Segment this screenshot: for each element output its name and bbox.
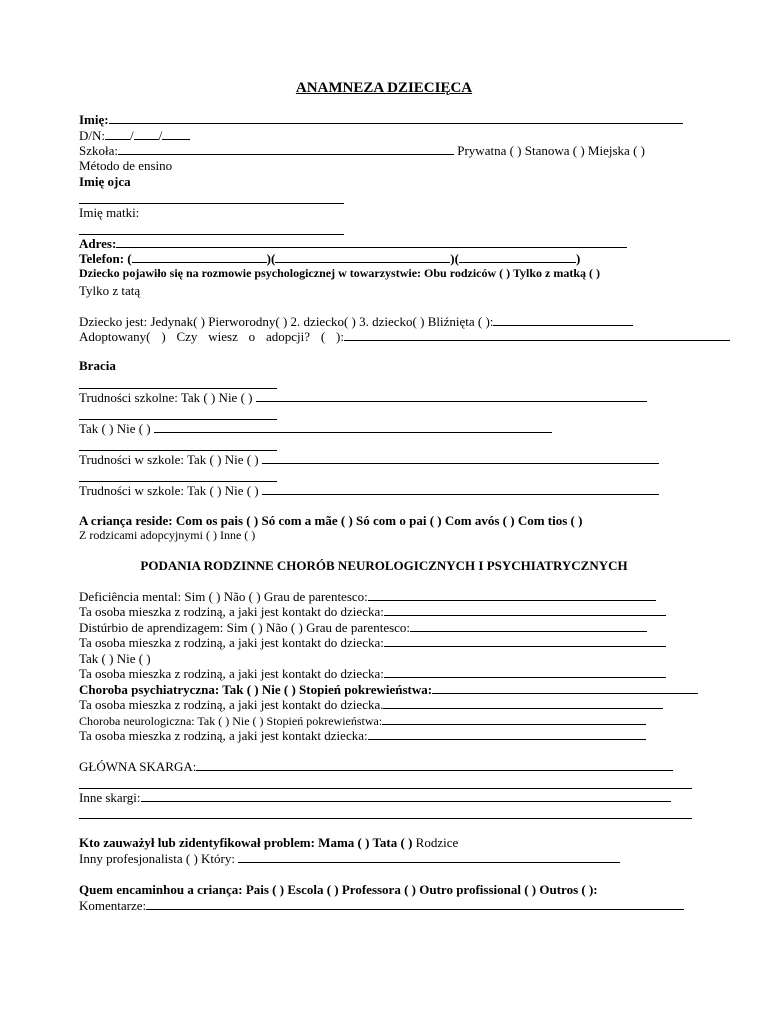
adopted-word: ): (335, 329, 344, 344)
name-field[interactable] (109, 112, 683, 124)
interview-companion-line[interactable]: Dziecko pojawiło się na rozmowie psychologicznej w towarzystwie: Obu rodziców ( ) Tylko z matką ( ) (79, 266, 601, 280)
name-row (79, 112, 683, 127)
child-order-field[interactable] (493, 314, 633, 326)
other-professional-row (79, 851, 620, 866)
name-label: Imię: (79, 112, 109, 127)
address-row (79, 236, 627, 251)
school-field[interactable] (118, 143, 454, 155)
teaching-method-label: Método de ensino (79, 158, 173, 173)
residence-line[interactable]: A criança reside: Com os pais ( ) Só com a mãe ( ) Só com o pai ( ) Com avós ( ) Com tios ( ) (79, 513, 583, 528)
neurological-label[interactable]: Choroba neurologiczna: Tak ( ) Nie ( ) Stopień pokrewieństwa: (79, 714, 383, 728)
paren: ( (454, 251, 459, 266)
dob-separator: / (130, 128, 134, 143)
psychiatric-row (79, 682, 698, 697)
sibling-1-notes-field[interactable] (256, 390, 647, 402)
identified-label[interactable]: Kto zauważył lub zidentyfikował problem: Mama ( ) Tata ( ) (79, 835, 413, 850)
adopted-word: ) (161, 329, 166, 344)
main-complaint-field-extra[interactable] (79, 788, 692, 789)
other-complaints-label: Inne skargi: (79, 790, 141, 805)
comments-row (79, 898, 684, 913)
phone-field-2[interactable] (275, 251, 450, 263)
identified-parents-option[interactable]: Rodzice (412, 835, 459, 850)
contact-field-3[interactable] (384, 666, 666, 678)
adopted-word: Czy (176, 329, 198, 344)
paren: ) (575, 251, 581, 266)
sibling-4-name-field[interactable] (79, 481, 277, 482)
sibling-4-notes-field[interactable] (262, 483, 659, 495)
sibling-2-notes-field[interactable] (154, 421, 552, 433)
mental-deficiency-label[interactable]: Deficiência mental: Sim ( ) Não ( ) Grau de parentesco: (79, 589, 368, 604)
adopted-word: adopcji? (265, 329, 311, 344)
main-complaint-row (79, 759, 673, 774)
adopted-row (79, 329, 730, 344)
contact-label: Ta osoba mieszka z rodziną, a jaki jest kontakt do dziecka. (79, 697, 384, 712)
sibling-yes-no[interactable]: Tak ( ) Nie ( ) (79, 421, 151, 436)
mother-field[interactable] (79, 234, 344, 235)
sibling-1-name-field[interactable] (79, 388, 277, 389)
psychiatric-label[interactable]: Choroba psychiatryczna: Tak ( ) Nie ( ) Stopień pokrewieństwa: (79, 682, 433, 697)
adopted-word: Adoptowany( (79, 329, 151, 344)
contact-label: Ta osoba mieszka z rodziną, a jaki jest kontakt dziecka: (79, 728, 368, 743)
other-complaints-row (79, 790, 671, 805)
referral-line[interactable]: Quem encaminhou a criança: Pais ( ) Escola ( ) Professora ( ) Outro profissional ( ) Outros ( ): (79, 882, 598, 897)
school-label: Szkoła: (79, 143, 118, 158)
contact-row-1 (79, 604, 666, 619)
comments-field[interactable] (146, 898, 684, 910)
other-professional-label[interactable]: Inny profesjonalista ( ) Który: (79, 851, 235, 866)
paren: ) (450, 251, 455, 266)
school-row (79, 143, 645, 158)
contact-row-5 (79, 728, 646, 743)
sibling-school-difficulty[interactable]: Trudności w szkole: Tak ( ) Nie ( ) (79, 452, 259, 467)
sibling-2-name-field[interactable] (79, 419, 277, 420)
psychiatric-field[interactable] (432, 682, 698, 694)
phone-field-1[interactable] (132, 251, 267, 263)
father-label: Imię ojca (79, 174, 131, 189)
phone-label: Telefon: ( (79, 251, 132, 266)
adopted-word: o (248, 329, 256, 344)
dob-separator: / (158, 128, 163, 143)
contact-label: Ta osoba mieszka z rodziną, a jaki jest kontakt do dziecka: (79, 635, 384, 650)
sibling-school-difficulty[interactable]: Trudności w szkole: Tak ( ) Nie ( ) (79, 483, 259, 498)
address-label: Adres: (79, 236, 117, 251)
paren: ) (266, 251, 271, 266)
dob-day-field[interactable] (105, 128, 130, 140)
learning-disorder-label[interactable]: Distúrbio de aprendizagem: Sim ( ) Não ( ) Grau de parentesco: (79, 620, 411, 635)
other-professional-field[interactable] (238, 851, 620, 863)
sibling-3-notes-field[interactable] (262, 452, 659, 464)
phone-row (79, 251, 580, 266)
adopted-word: ( (320, 329, 326, 344)
other-complaints-field-extra[interactable] (79, 818, 692, 819)
learning-disorder-row (79, 620, 647, 635)
identified-row (79, 835, 458, 850)
child-order-label[interactable]: Dziecko jest: Jedynak( ) Pierworodny( ) 2. dziecko( ) 3. dziecko( ) Bliźnięta ( ): (79, 314, 494, 329)
contact-row-2 (79, 635, 666, 650)
contact-field-1[interactable] (384, 604, 666, 616)
contact-field-2[interactable] (384, 635, 666, 647)
dob-year-field[interactable] (162, 128, 190, 140)
family-history-heading: PODANIA RODZINNE CHORÓB NEUROLOGICZNYCH I PSYCHIATRYCZNYCH (140, 558, 628, 573)
dob-label: D/N: (79, 128, 105, 143)
siblings-heading: Bracia (79, 358, 116, 373)
address-field[interactable] (116, 236, 627, 248)
mental-deficiency-field[interactable] (368, 589, 656, 601)
paren: ( (270, 251, 276, 266)
contact-row-3 (79, 666, 666, 681)
mother-label: Imię matki: (79, 205, 140, 220)
sibling-school-difficulty[interactable]: Trudności szkolne: Tak ( ) Nie ( ) (79, 390, 253, 405)
contact-field-4[interactable] (383, 697, 663, 709)
sibling-3-row (79, 452, 659, 467)
child-order-row (79, 314, 633, 329)
main-complaint-field[interactable] (196, 759, 673, 771)
dob-row (79, 128, 190, 143)
neurological-row (79, 713, 646, 729)
contact-label: Ta osoba mieszka z rodziną, a jaki jest kontakt do dziecka: (79, 666, 384, 681)
residence-other-line[interactable]: Z rodzicami adopcyjnymi ( ) Inne ( ) (79, 528, 256, 542)
form-title: ANAMNEZA DZIECIĘCA (295, 80, 473, 96)
sibling-2-row (79, 421, 552, 436)
main-complaint-label: GŁÓWNA SKARGA: (79, 759, 197, 774)
adoption-field[interactable] (344, 329, 730, 341)
father-field[interactable] (79, 203, 344, 204)
neurological-field[interactable] (382, 713, 646, 725)
learning-disorder-field[interactable] (410, 620, 647, 632)
sibling-1-row (79, 390, 647, 405)
adopted-word: wiesz (208, 329, 238, 344)
mental-deficiency-row (79, 589, 656, 604)
contact-label: Ta osoba mieszka z rodziną, a jaki jest kontakt do dziecka: (79, 604, 384, 619)
adopted-words[interactable] (79, 329, 344, 344)
sibling-4-row (79, 483, 659, 498)
contact-field-5[interactable] (368, 728, 646, 740)
dob-month-field[interactable] (134, 128, 159, 140)
interview-father-only[interactable]: Tylko z tatą (79, 283, 141, 298)
contact-row-4 (79, 697, 663, 712)
other-complaints-field[interactable] (141, 790, 671, 802)
phone-field-3[interactable] (459, 251, 576, 263)
yes-no-option[interactable]: Tak ( ) Nie ( ) (79, 651, 151, 666)
sibling-3-name-field[interactable] (79, 450, 277, 451)
school-options[interactable]: Prywatna ( ) Stanowa ( ) Miejska ( ) (457, 143, 645, 158)
comments-label: Komentarze: (79, 898, 147, 913)
